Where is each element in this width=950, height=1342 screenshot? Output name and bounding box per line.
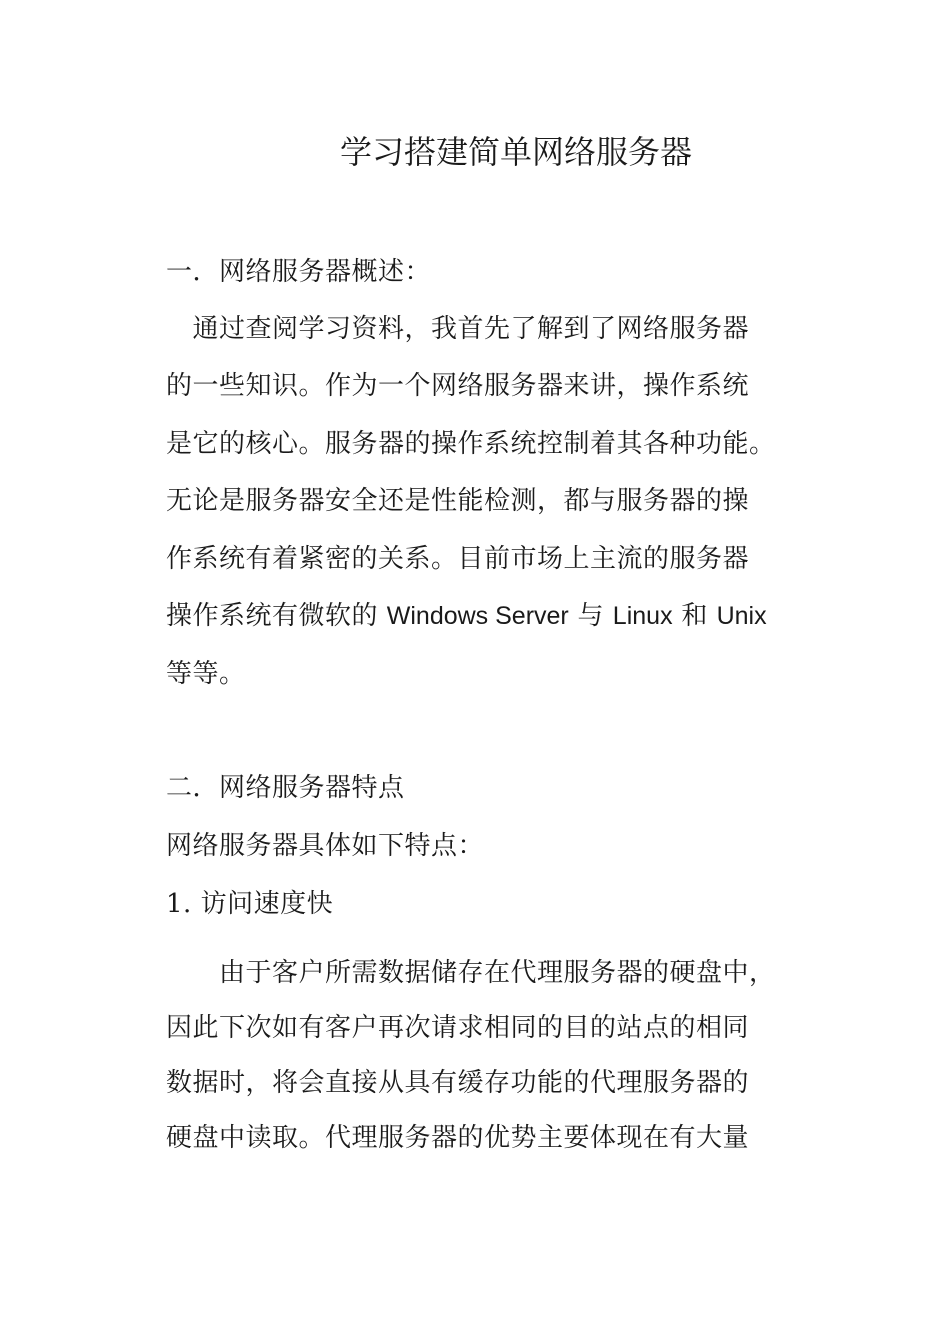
section2-item1-line-1: 由于客户所需数据储存在代理服务器的硬盘中， <box>166 958 776 988</box>
section2-item1-line-4: 硬盘中读取。代理服务器的优势主要体现在有大量 <box>166 1123 750 1153</box>
section1-line-2: 的一些知识。作为一个网络服务器来讲，操作系统 <box>166 371 750 401</box>
line6-unix: Unix <box>716 602 767 630</box>
section2-item1-title: 1. 访问速度快 <box>166 889 334 919</box>
section1-heading: 一．网络服务器概述： <box>166 257 432 287</box>
line6-windows-server: Windows Server <box>386 602 569 630</box>
section2-item1-line-2: 因此下次如有客户再次请求相同的目的站点的相同 <box>166 1013 750 1043</box>
line6-linux: Linux <box>612 602 673 630</box>
section1-line-5: 作系统有着紧密的关系。目前市场上主流的服务器 <box>166 544 750 574</box>
section2-item1-line-3: 数据时，将会直接从具有缓存功能的代理服务器的 <box>166 1068 750 1098</box>
section1-line-1: 通过查阅学习资料，我首先了解到了网络服务器 <box>166 314 750 344</box>
line6-text-1: 操作系统有微软的 <box>166 601 387 631</box>
line6-text-2: 与 <box>568 601 613 631</box>
section2-intro: 网络服务器具体如下特点： <box>166 831 485 861</box>
section1-line-7: 等等。 <box>166 659 246 689</box>
line6-text-3: 和 <box>672 601 717 631</box>
section1-line-6 <box>166 598 767 634</box>
section2-heading: 二．网络服务器特点 <box>166 773 405 803</box>
section1-line-4: 无论是服务器安全还是性能检测，都与服务器的操 <box>166 486 750 516</box>
page-title: 学习搭建简单网络服务器 <box>339 133 692 171</box>
section1-line-3: 是它的核心。服务器的操作系统控制着其各种功能。 <box>166 429 776 459</box>
